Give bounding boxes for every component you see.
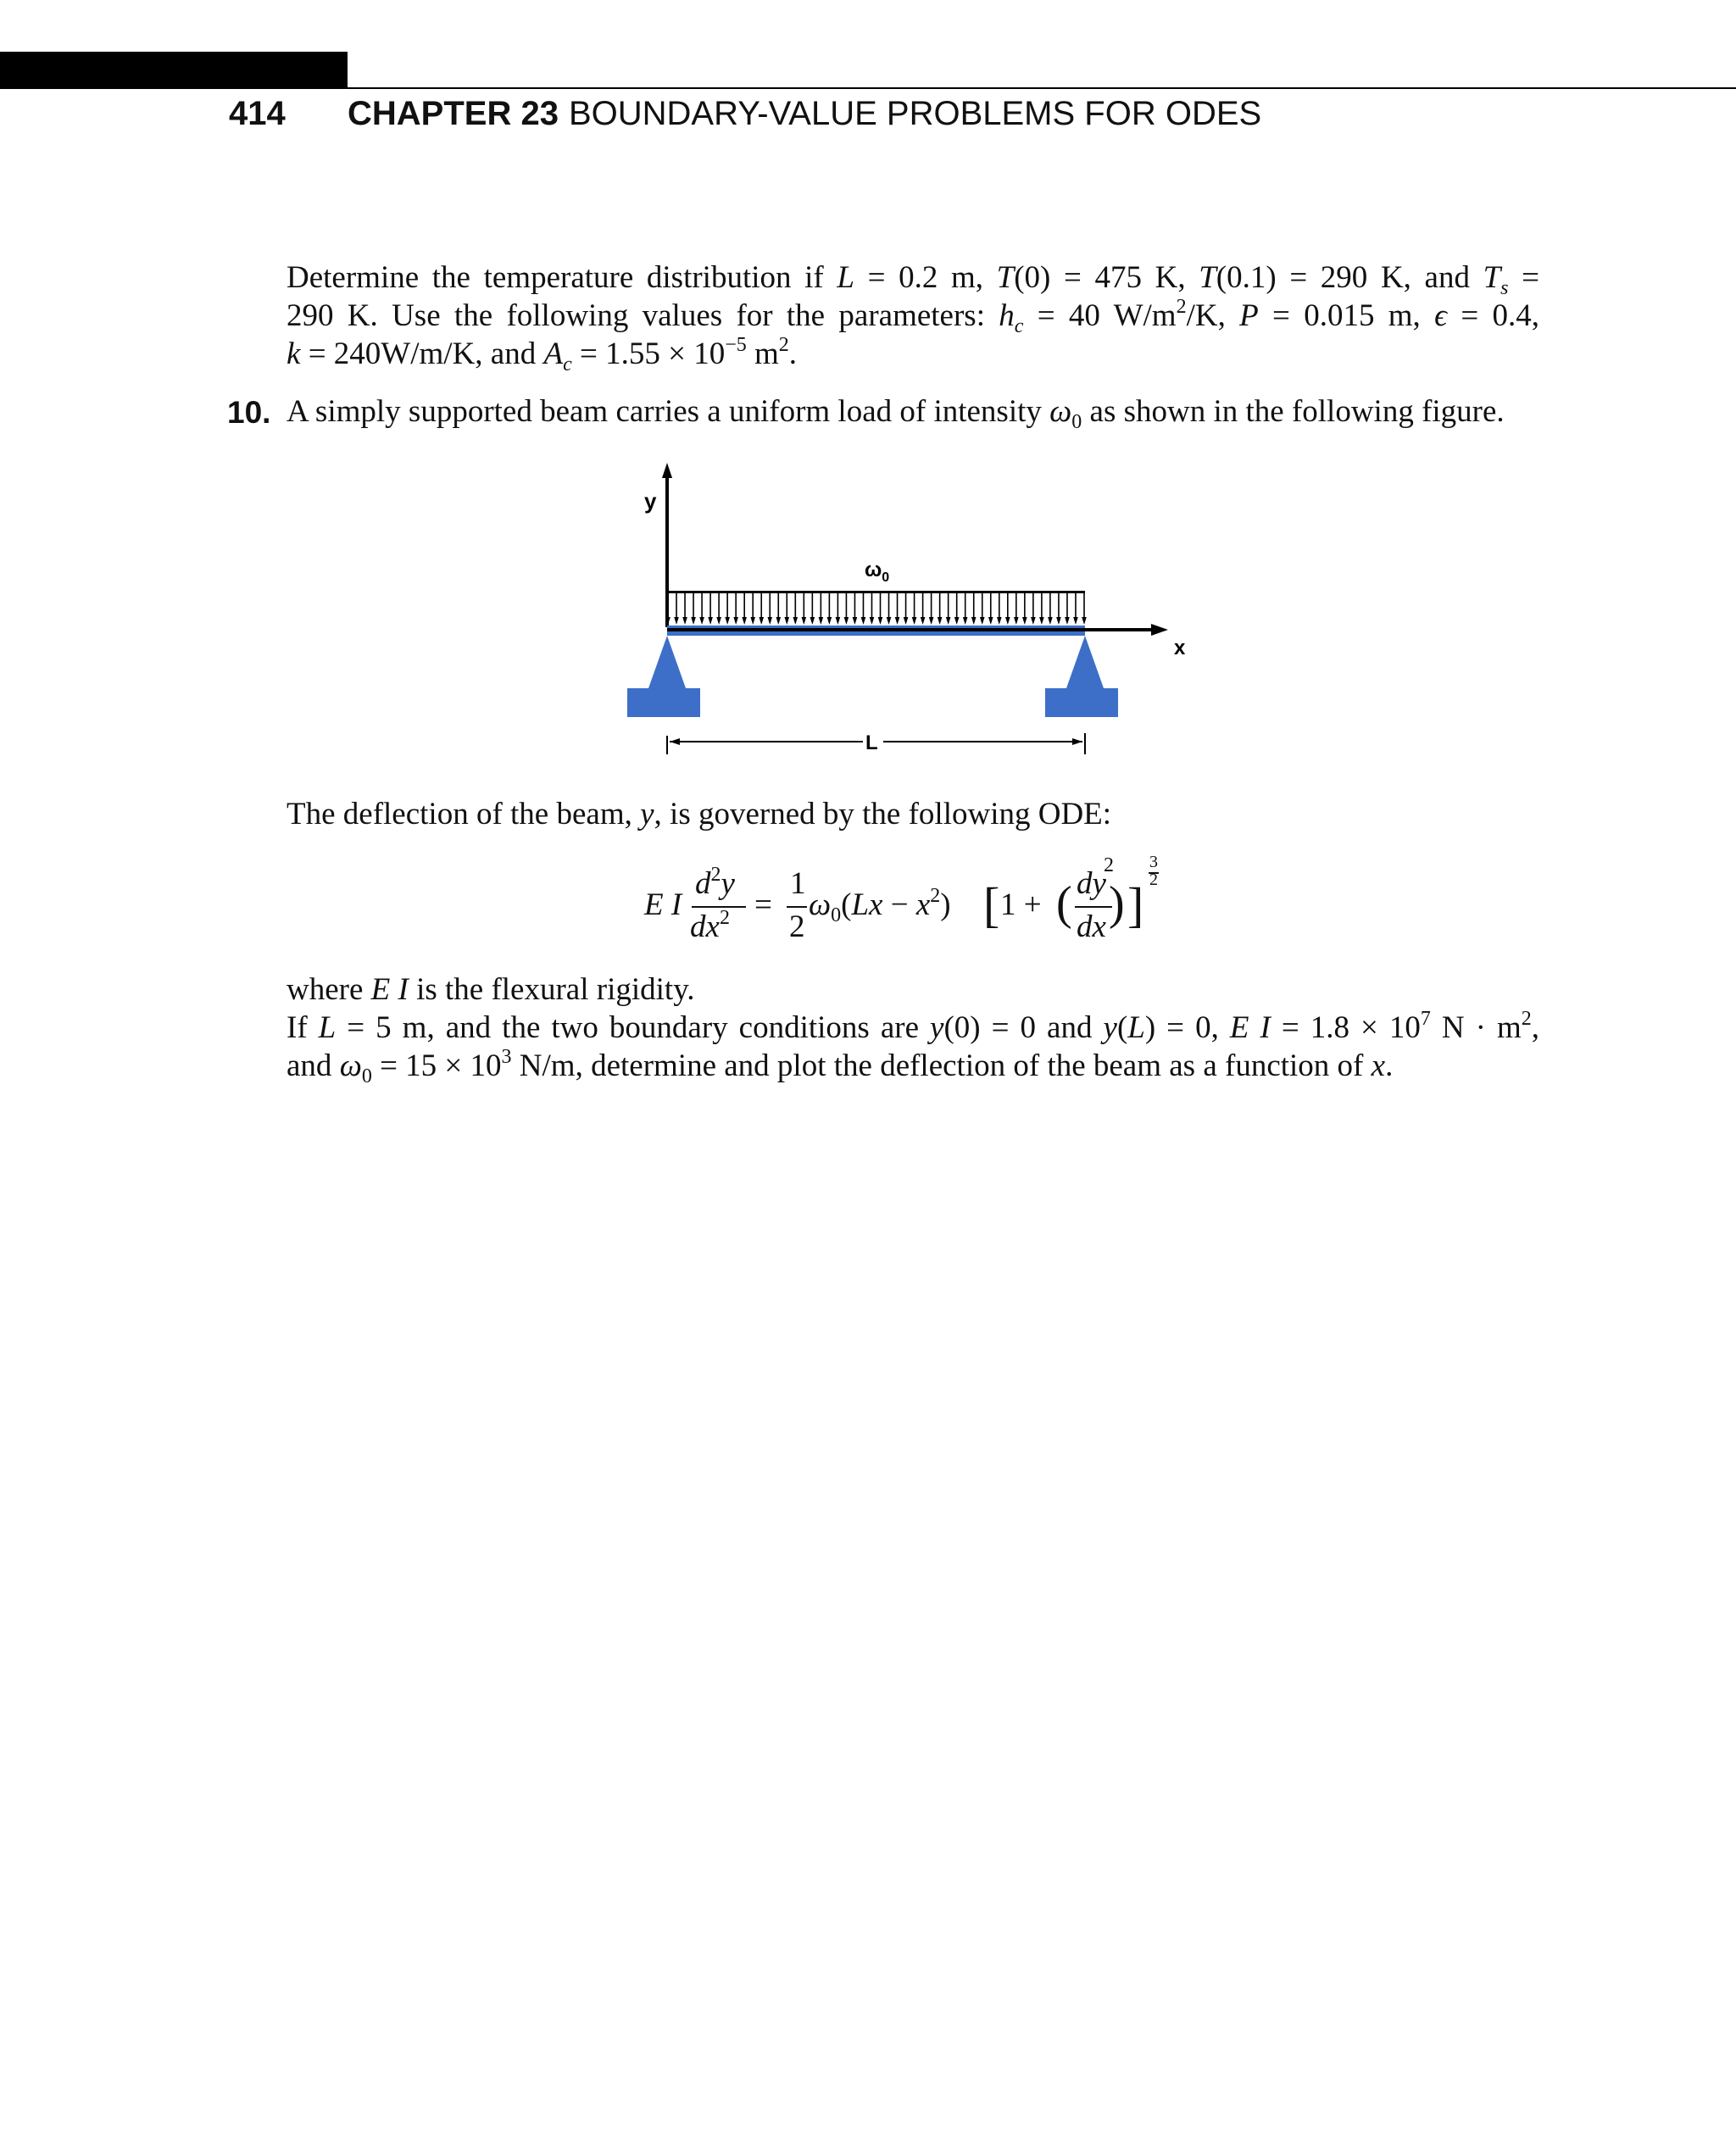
load-arrow-head (853, 617, 858, 625)
eq-right-bracket: ] (1127, 877, 1144, 932)
load-top-line (667, 591, 1085, 593)
load-arrow-head (904, 617, 909, 625)
load-arrow-head (708, 617, 713, 625)
ode-equation (644, 853, 1187, 959)
problem10-statement (287, 392, 1539, 431)
load-arrow-head (946, 617, 951, 625)
load-arrow-head (1073, 617, 1078, 625)
load-arrow-head (725, 617, 730, 625)
load-arrow-head (836, 617, 841, 625)
eq-right-paren: ) (1109, 877, 1125, 930)
problem9-line3: k = 240W/m/K, and $A_c = 1.55 \times 10^{-5}$ $m^2$. (287, 334, 798, 375)
load-arrow-head (844, 617, 849, 625)
eq-equals: = (754, 887, 772, 922)
load-arrow-head (810, 617, 815, 625)
load-arrow-head (742, 617, 747, 625)
load-arrow-head (767, 617, 772, 625)
load-arrow-head (819, 617, 824, 625)
eq-dx: dx (1077, 909, 1106, 944)
load-arrow-head (1005, 617, 1010, 625)
x-axis-label: x (1174, 637, 1186, 659)
eq-d2y: $d^2y$ (695, 864, 735, 901)
load-arrow-head (784, 617, 789, 625)
span-right-arrowhead (1072, 738, 1082, 745)
given-line2: and $\omega_0 = 15 \times 10^3$ N/m, determine and plot the deflection of the beam as a function of x. (287, 1046, 1394, 1087)
y-axis-label: y (644, 488, 657, 514)
load-arrow-head (716, 617, 721, 625)
question-number: 10. (227, 395, 271, 430)
load-arrow-head (699, 617, 704, 625)
problem9-line2: 290 K. Use the following values for the parameters: $h_c = 40$ $W/m^2/K$, P = 0.015 m, ϵ = 0.4, (287, 296, 1539, 337)
span-left-arrowhead (670, 738, 680, 745)
header-rule (348, 87, 1736, 89)
problem10-conclusion (287, 970, 1539, 1085)
eq-left-paren: ( (1056, 877, 1072, 930)
running-header (229, 95, 1261, 133)
right-support-triangle (1066, 636, 1104, 688)
load-arrow-head (793, 617, 798, 625)
eq-dx2: $dx^2$ (690, 907, 730, 944)
span-label: L (865, 731, 878, 754)
eq-frac-bar-2 (787, 906, 807, 908)
load-arrow-head (1048, 617, 1053, 625)
load-arrow-head (733, 617, 738, 625)
load-arrow-head (1039, 617, 1044, 625)
load-arrow-head (674, 617, 679, 625)
x-axis-arrowhead (1151, 624, 1168, 636)
eq-one: 1 (790, 866, 806, 901)
header-black-bar (0, 52, 348, 89)
load-arrow-head (827, 617, 832, 625)
eq-frac-bar-3 (1075, 906, 1112, 908)
load-arrow-head (997, 617, 1002, 625)
ode-intro-line: The deflection of the beam, y, is governed by the following ODE: (287, 797, 1112, 831)
load-arrow-head (912, 617, 917, 625)
load-arrow-head (691, 617, 696, 625)
load-arrow-head (954, 617, 960, 625)
eq-EI: E I (644, 887, 682, 922)
load-arrows (665, 592, 1087, 625)
load-arrow-head (878, 617, 883, 625)
load-arrow-head (921, 617, 926, 625)
load-arrow-head (759, 617, 764, 625)
load-arrow-head (988, 617, 993, 625)
eq-dy: dy (1077, 866, 1106, 901)
left-support-triangle (648, 636, 686, 688)
load-arrow-head (802, 617, 807, 625)
problem9-line1: Determine the temperature distribution if L = 0.2 m, T(0) = 475 K, T(0.1) = 290 K, and $T_s$ = (287, 260, 1540, 299)
load-arrow-head (861, 617, 866, 625)
load-arrow-head (1014, 617, 1019, 625)
load-arrow-head (895, 617, 900, 625)
given-line1: If L = 5 m, and the two boundary conditions are y(0) = 0 and y(L) = 0, E $I = 1.8 \times 10^7$ $N \cdot m^2$, (287, 1008, 1539, 1045)
ode-intro (287, 795, 1539, 833)
eq-exp-den: 2 (1149, 870, 1158, 889)
load-label: $\omega_0$ (865, 559, 890, 585)
chapter-title: BOUNDARY-VALUE PROBLEMS FOR ODES (568, 95, 1262, 132)
load-arrow-head (682, 617, 687, 625)
load-arrow-head (870, 617, 875, 625)
left-support-base (627, 688, 700, 717)
problem9-paragraph (287, 259, 1539, 373)
eq-two: 2 (789, 909, 805, 944)
load-arrow-head (1082, 617, 1087, 625)
eq-exp-num: 3 (1149, 853, 1158, 871)
load-arrow-head (980, 617, 985, 625)
load-arrow-head (887, 617, 892, 625)
load-arrow-head (1065, 617, 1070, 625)
eq-rhs: $\omega_0(Lx - x^2)$ (809, 885, 951, 926)
eq-one-plus: 1 + (1000, 887, 1042, 922)
eq-square: 2 (1104, 854, 1114, 876)
page-number: 414 (229, 95, 286, 132)
load-arrow-head (938, 617, 943, 625)
problem10-statement-line: A simply supported beam carries a uniform load of intensity $\omega_0$ as shown in the following figure. (287, 394, 1505, 433)
load-arrow-head (776, 617, 781, 625)
load-arrow-head (1056, 617, 1061, 625)
right-support-base (1045, 688, 1118, 717)
y-axis-arrowhead (662, 463, 672, 478)
load-arrow-head (971, 617, 976, 625)
beam-figure (619, 458, 1195, 771)
load-arrow-head (1022, 617, 1027, 625)
eq-left-bracket: [ (983, 877, 1000, 932)
load-arrow-head (1031, 617, 1036, 625)
load-arrow-head (750, 617, 755, 625)
load-arrow-head (963, 617, 968, 625)
load-arrow-head (929, 617, 934, 625)
where-line: where E I is the flexural rigidity. (287, 972, 695, 1007)
chapter-label: CHAPTER 23 (348, 95, 559, 132)
